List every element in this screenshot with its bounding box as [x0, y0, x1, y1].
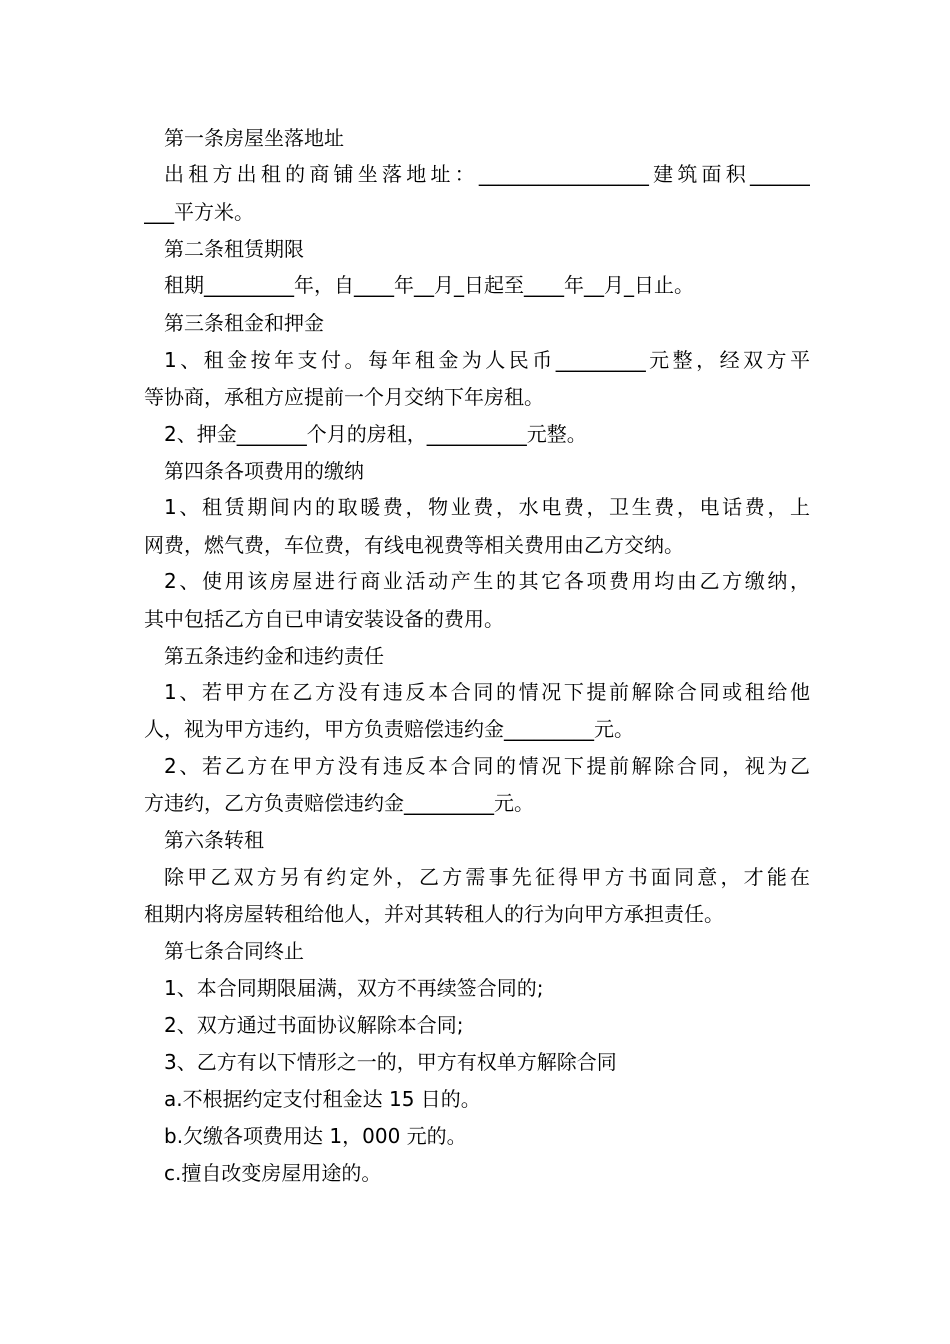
article-7-item-3-b: b.欠缴各项费用达 1，000 元的。: [164, 1124, 467, 1148]
article-1-address-line: 出租方出租的商铺坐落地址：_________________建筑面积______: [164, 162, 810, 186]
article-1-area-line: ___平方米。: [144, 200, 254, 224]
article-4-item-1-line-1: 1、租赁期间内的取暖费，物业费，水电费，卫生费，电话费，上: [164, 495, 810, 519]
article-4-item-2-line-2: 其中包括乙方自已申请安装设备的费用。: [144, 607, 504, 631]
article-5-item-2-line-2: 方违约，乙方负责赔偿违约金_________元。: [144, 791, 534, 815]
article-6-heading: 第六条转租: [164, 828, 264, 852]
article-7-item-3: 3、乙方有以下情形之一的，甲方有权单方解除合同: [164, 1050, 617, 1074]
article-7-heading: 第七条合同终止: [164, 939, 304, 963]
article-7-item-2: 2、双方通过书面协议解除本合同;: [164, 1013, 464, 1037]
article-2-heading: 第二条租赁期限: [164, 237, 304, 261]
article-5-item-1-line-1: 1、若甲方在乙方没有违反本合同的情况下提前解除合同或租给他: [164, 680, 810, 704]
article-3-item-2: 2、押金_______个月的房租，__________元整。: [164, 422, 587, 446]
article-7-item-1: 1、本合同期限届满，双方不再续签合同的;: [164, 976, 544, 1000]
article-1-heading: 第一条房屋坐落地址: [164, 126, 344, 150]
article-3-item-1-line-1: 1、租金按年支付。每年租金为人民币_________元整，经双方平: [164, 348, 810, 372]
article-4-item-2-line-1: 2、使用该房屋进行商业活动产生的其它各项费用均由乙方缴纳，: [164, 569, 810, 593]
article-3-heading: 第三条租金和押金: [164, 311, 324, 335]
article-6-line-2: 租期内将房屋转租给他人，并对其转租人的行为向甲方承担责任。: [144, 902, 724, 926]
article-4-item-1-line-2: 网费，燃气费，车位费，有线电视费等相关费用由乙方交纳。: [144, 533, 684, 557]
article-5-heading: 第五条违约金和违约责任: [164, 644, 384, 668]
article-4-heading: 第四条各项费用的缴纳: [164, 459, 364, 483]
article-7-item-3-a: a.不根据约定支付租金达 15 日的。: [164, 1087, 481, 1111]
article-5-item-1-line-2: 人，视为甲方违约，甲方负责赔偿违约金_________元。: [144, 717, 634, 741]
article-5-item-2-line-1: 2、若乙方在甲方没有违反本合同的情况下提前解除合同，视为乙: [164, 754, 810, 778]
article-3-item-1-line-2: 等协商，承租方应提前一个月交纳下年房租。: [144, 385, 544, 409]
article-6-line-1: 除甲乙双方另有约定外，乙方需事先征得甲方书面同意，才能在: [164, 865, 810, 889]
article-7-item-3-c: c.擅自改变房屋用途的。: [164, 1161, 382, 1185]
article-2-term-line: 租期_________年，自____年__月_日起至____年__月_日止。: [164, 273, 694, 297]
